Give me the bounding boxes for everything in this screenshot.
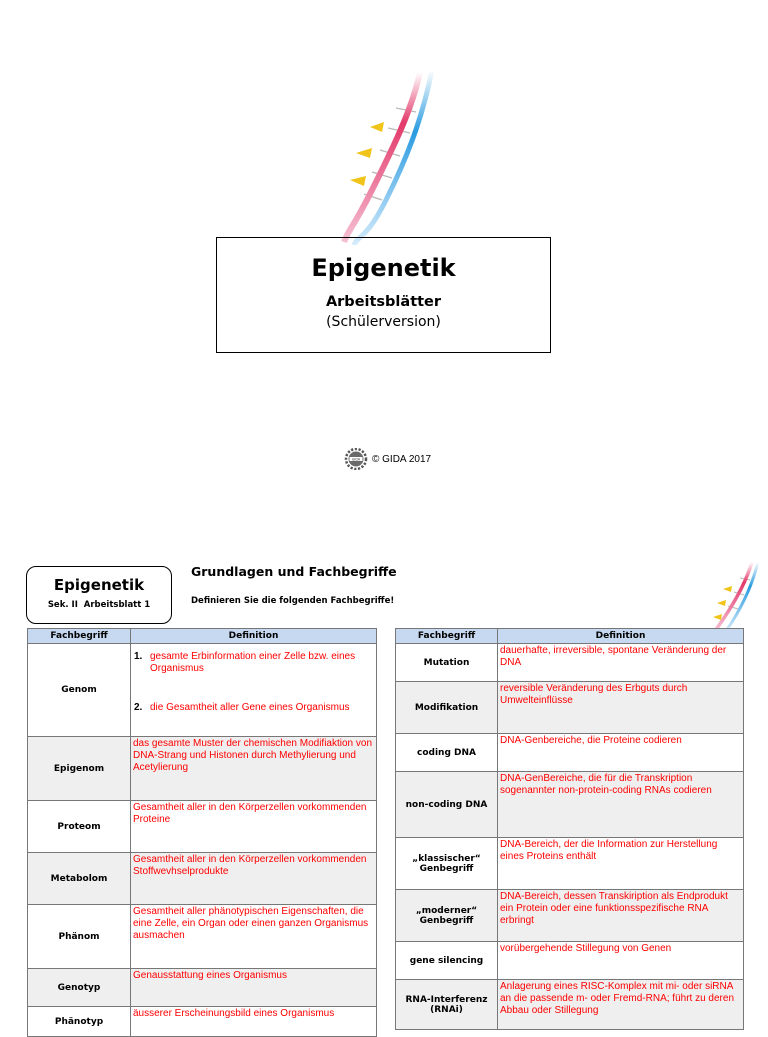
term-cell: Epigenom [28, 737, 131, 801]
cover-title: Epigenetik [311, 254, 456, 282]
list-number: 2. [134, 702, 143, 713]
definition-cell: DNA-Genbereiche, die Proteine codieren [498, 734, 744, 772]
copyright-text: © GIDA 2017 [372, 453, 432, 465]
table-row [28, 644, 377, 737]
definition-cell: DNA-Bereich, dessen Transkiription als Endprodukt ein Protein oder eine funktionsspezifische RNA erbringt [498, 890, 744, 942]
definition-cell: Genausstattung eines Organismus [131, 969, 377, 1007]
list-item [134, 651, 374, 675]
term-line: Genbegriff [419, 863, 474, 874]
term-cell [396, 890, 498, 942]
cover-subtitle: Arbeitsblätter [325, 294, 442, 310]
table-row [396, 734, 744, 772]
term-cell: coding DNA [396, 734, 498, 772]
cover-title-box [216, 237, 551, 353]
definition-cell [131, 644, 377, 737]
table-row [28, 801, 377, 853]
list-number: 1. [134, 651, 143, 662]
term-cell: Genotyp [28, 969, 131, 1007]
term-cell: Modifikation [396, 682, 498, 734]
table-row [396, 772, 744, 838]
definition-cell: dauerhafte, irreversible, spontane Veränderung der DNA [498, 644, 744, 682]
dna-helix-small-icon [708, 560, 760, 630]
definitions-table-right [395, 628, 744, 1030]
table-row [396, 838, 744, 890]
term-line: Genbegriff [419, 915, 474, 926]
term-cell: Genom [28, 644, 131, 737]
definition-cell: Gesamtheit aller phänotypischen Eigenschaften, die eine Zelle, ein Organ oder einen ganzen Organismus ausmachen [131, 905, 377, 969]
definition-cell: Gesamtheit aller in den Körperzellen vorkommenden Stoffwevhselprodukte [131, 853, 377, 905]
definition-cell: DNA-GenBereiche, die für die Transkription sogenannter non-protein-coding RNAs codieren [498, 772, 744, 838]
definition-cell: das gesamte Muster der chemischen Modifiaktion von DNA-Strang und Histonen durch Methylierung und Acetylierung [131, 737, 377, 801]
term-cell: Proteom [28, 801, 131, 853]
term-cell [396, 980, 498, 1030]
table-row [28, 969, 377, 1007]
term-line: „klassischer“ [412, 853, 481, 864]
table-row [28, 853, 377, 905]
term-cell: Mutation [396, 644, 498, 682]
term-cell: gene silencing [396, 942, 498, 980]
table-row [396, 682, 744, 734]
col-header-term: Fachbegriff [396, 629, 498, 644]
table-row [396, 890, 744, 942]
term-line: (RNAi) [430, 1004, 463, 1015]
term-cell: non-coding DNA [396, 772, 498, 838]
term-line: RNA-Interferenz [405, 994, 488, 1005]
worksheet-box-title: Epigenetik [53, 576, 145, 594]
term-cell: Phänom [28, 905, 131, 969]
definition-cell: Gesamtheit aller in den Körperzellen vorkommenden Proteine [131, 801, 377, 853]
worksheet-label-box [26, 566, 172, 624]
gida-gear-logo-icon [344, 448, 368, 470]
svg-text:GIDA: GIDA [351, 457, 361, 462]
cover-version: (Schülerversion) [326, 314, 441, 330]
definition-cell: äusserer Erscheinungsbild eines Organismus [131, 1007, 377, 1037]
worksheet-title: Grundlagen und Fachbegriffe [191, 564, 397, 579]
worksheet-instruction: Definieren Sie die folgenden Fachbegriffe! [191, 596, 395, 606]
definition-cell: DNA-Bereich, der die Information zur Herstellung eines Proteins enthält [498, 838, 744, 890]
definition-cell: reversible Veränderung des Erbguts durch Umwelteinflüsse [498, 682, 744, 734]
col-header-term: Fachbegriff [28, 629, 131, 644]
gida-copyright [344, 448, 431, 470]
table-row [28, 905, 377, 969]
col-header-definition: Definition [498, 629, 744, 644]
term-cell [396, 838, 498, 890]
term-cell: Metabolom [28, 853, 131, 905]
table-row [28, 1007, 377, 1037]
list-item [134, 702, 374, 714]
definition-cell: vorübergehende Stillegung von Genen [498, 942, 744, 980]
definition-cell: Anlagerung eines RISC-Komplex mit mi- oder siRNA an die passende m- oder Fremd-RNA; führt zu deren Abbau oder Stillegung [498, 980, 744, 1030]
table-row [28, 737, 377, 801]
worksheet-box-sub: Sek. II Arbeitsblatt 1 [47, 600, 151, 610]
dna-helix-icon [336, 60, 446, 245]
table-row [396, 980, 744, 1030]
term-line: „moderner“ [415, 905, 478, 916]
list-text: die Gesamtheit aller Gene eines Organismus [150, 702, 350, 713]
term-cell: Phänotyp [28, 1007, 131, 1037]
table-row [396, 644, 744, 682]
col-header-definition: Definition [131, 629, 377, 644]
definitions-table-left [27, 628, 377, 1037]
list-text: gesamte Erbinformation einer Zelle bzw. eines Organismus [150, 651, 356, 674]
table-row [396, 942, 744, 980]
